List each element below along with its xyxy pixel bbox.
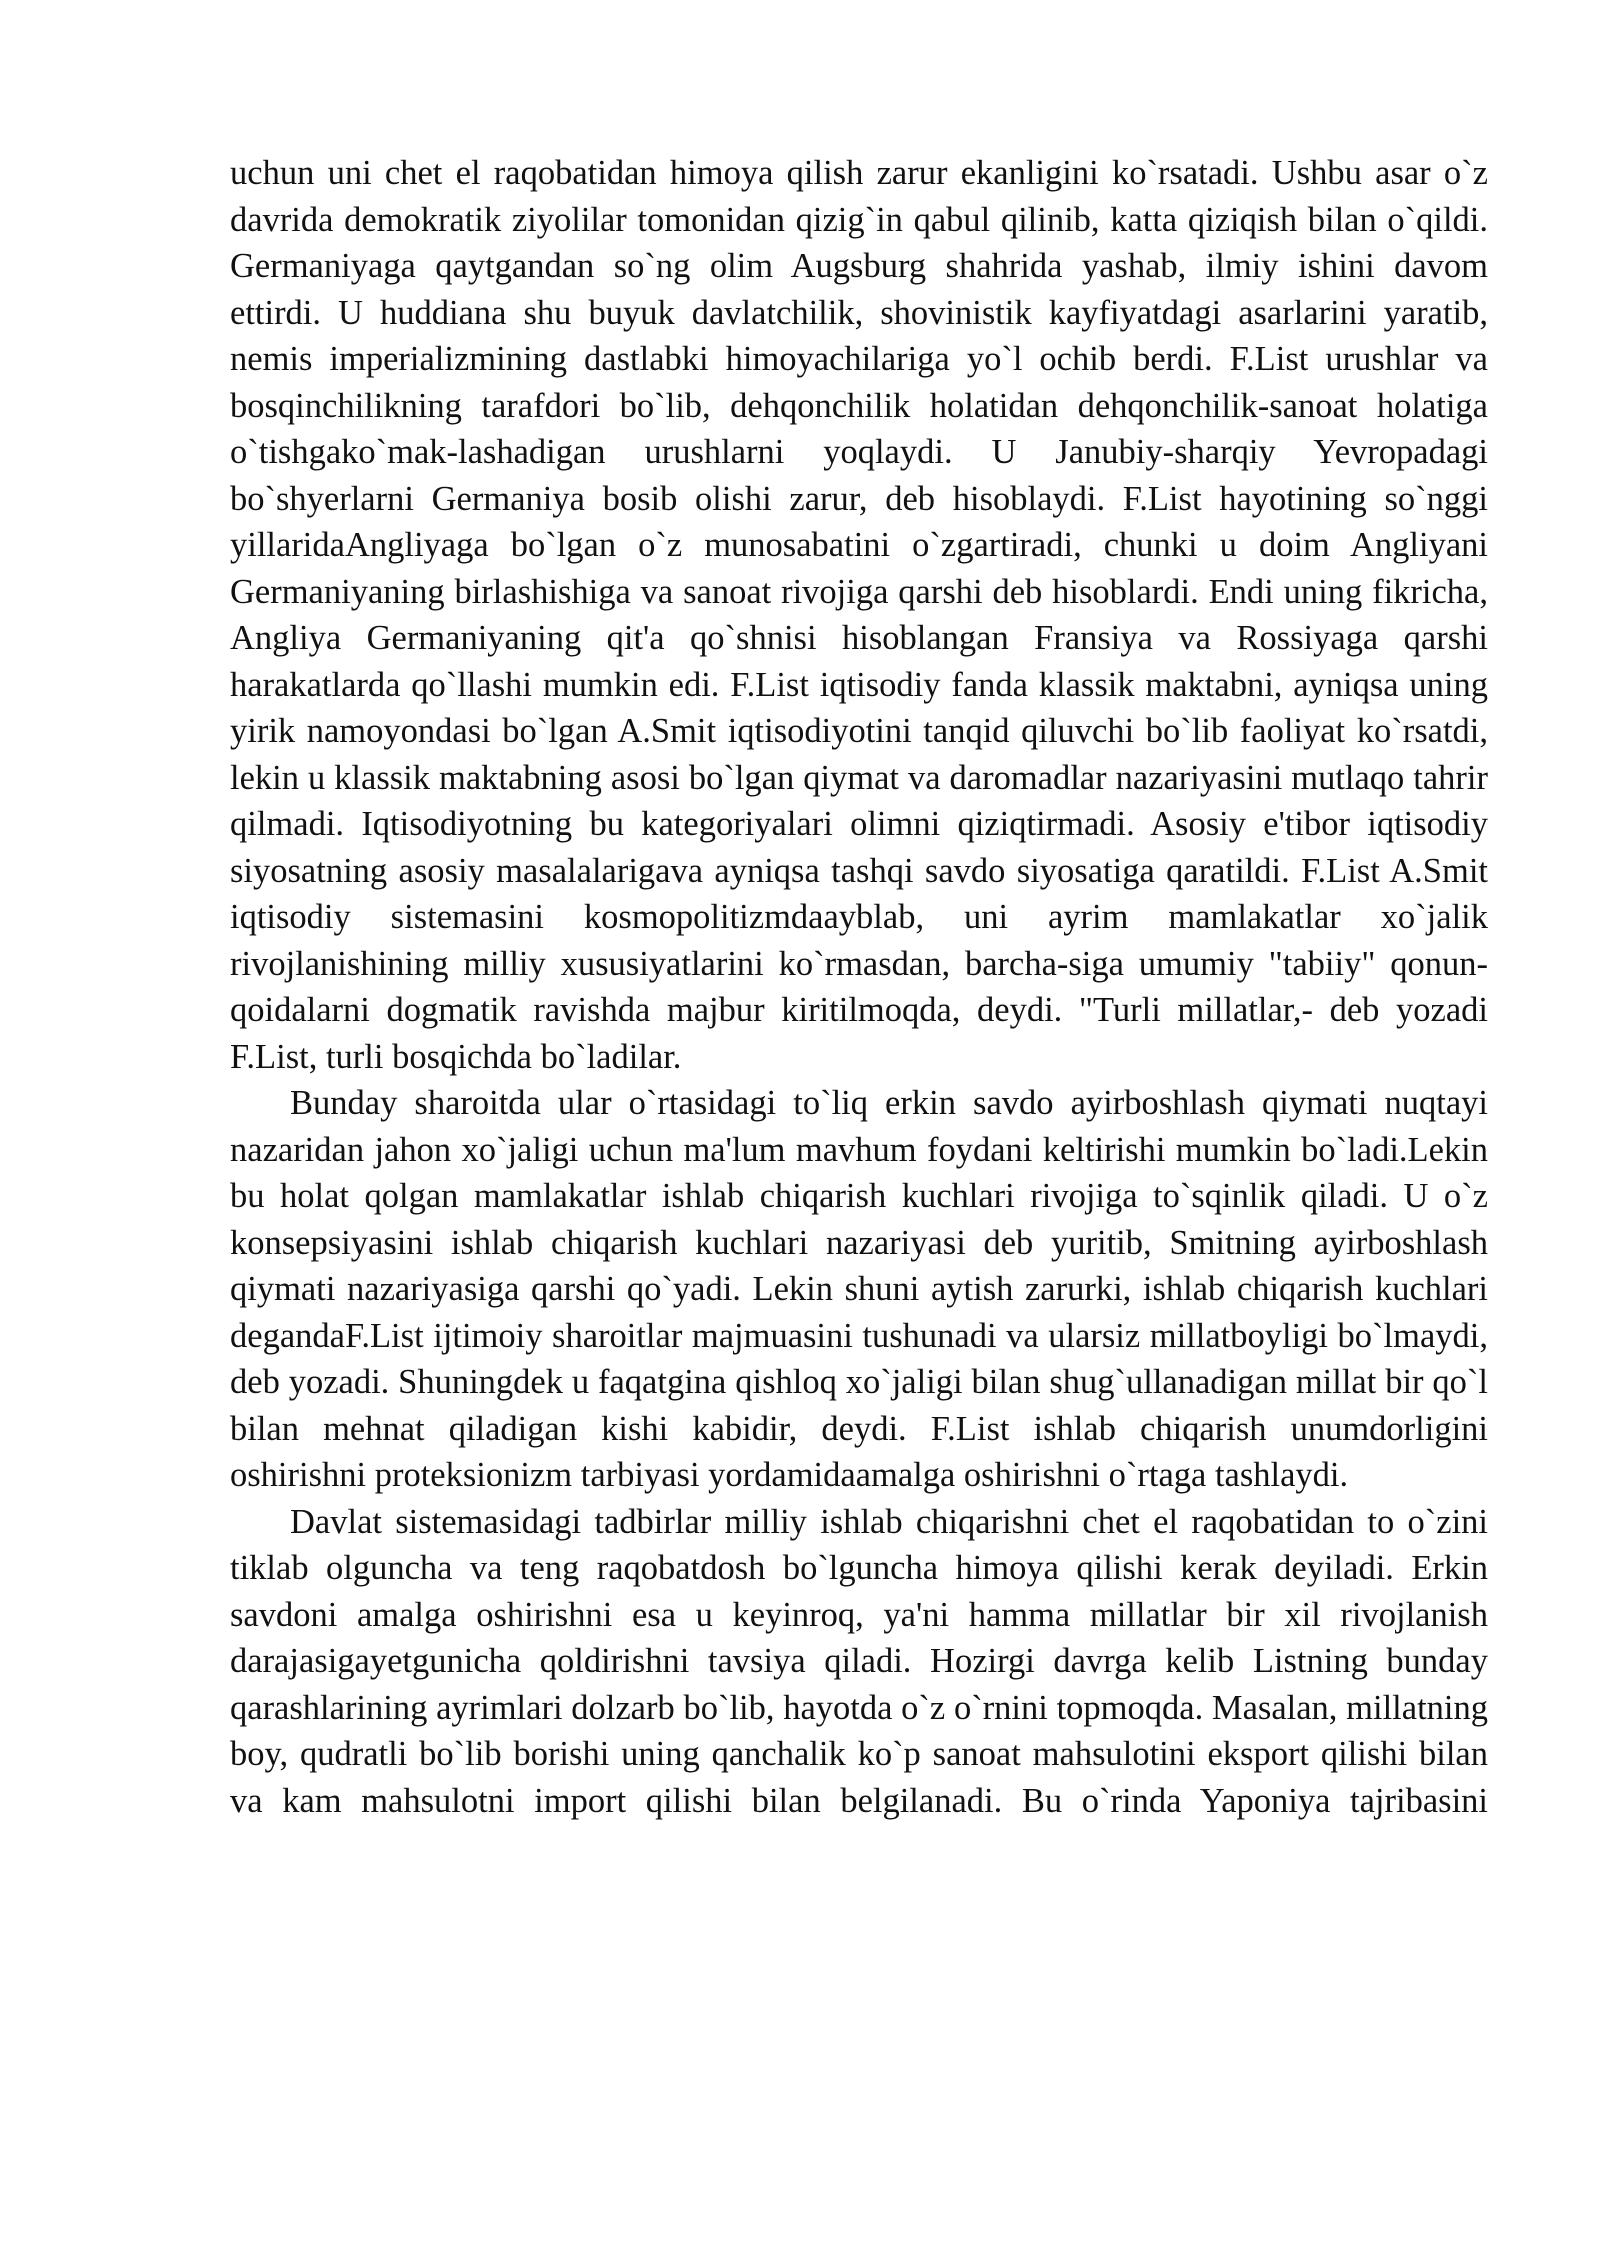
paragraph-2: Bunday sharoitda ular o`rtasidagi to`liq erkin savdo ayirboshlash qiymati nuqtayi nazaridan jahon xo`jaligi uchun ma'lum mavhum foydani keltirishi mumkin bo`ladi.Lekin bu holat qolgan mamlakatlar ishlab chiqarish kuchlari rivojiga to`sqinlik qiladi. U o`z konsepsiyasini ishlab chiqarish kuchlari nazariyasi deb yuritib, Smitning ayirboshlash qiymati nazariyasiga qarshi qo`yadi. Lekin shuni aytish zarurki, ishlab chiqarish kuchlari degandaF.List ijtimoiy sharoitlar majmuasini tushunadi va ularsiz millatboyligi bo`lmaydi, deb yozadi. Shuningdek u faqatgina qishloq xo`jaligi bilan shug`ullanadigan millat bir qo`l bilan mehnat qiladigan kishi kabidir, deydi. F.List ishlab chiqarish unumdorligini oshirishni proteksionizm tarbiyasi yordamidaamalga oshirishni o`rtaga tashlaydi. bbox=[230, 1084, 1488, 1494]
body-text bbox=[230, 150, 1488, 1824]
paragraph-3: Davlat sistemasidagi tadbirlar milliy ishlab chiqarishni chet el raqobatidan to o`zini tiklab olguncha va teng raqobatdosh bo`lguncha himoya qilishi kerak deyiladi. Erkin savdoni amalga oshirishni esa u keyinroq, ya'ni hamma millatlar bir xil rivojlanish darajasigayetgunicha qoldirishni tavsiya qiladi. Hozirgi davrga kelib Listning bunday qarashlarining ayrimlari dolzarb bo`lib, hayotda o`z o`rnini topmoqda. Masalan, millatning boy, qudratli bo`lib borishi uning qanchalik ko`p sanoat mahsulotini eksport qilishi bilan va kam mahsulotni import qilishi bilan belgilanadi. Bu o`rinda Yaponiya tajribasini bbox=[230, 1502, 1488, 1820]
paragraph-1: uchun uni chet el raqobatidan himoya qilish zarur ekanligini ko`rsatadi. Ushbu asar o`z davrida demokratik ziyolilar tomonidan qizig`in qabul qilinib, katta qiziqish bilan o`qildi. Germaniyaga qaytgandan so`ng olim Augsburg shahrida yashab, ilmiy ishini davom ettirdi. U huddiana shu buyuk davlatchilik, shovinistik kayfiyatdagi asarlarini yaratib, nemis imperializmining dastlabki himoyachilariga yo`l ochib berdi. F.List urushlar va bosqinchilikning tarafdori bo`lib, dehqonchilik holatidan dehqonchilik-sanoat holatiga o`tishgako`mak-lashadigan urushlarni yoqlaydi. U Janubiy-sharqiy Yevropadagi bo`shyerlarni Germaniya bosib olishi zarur, deb hisoblaydi. F.List hayotining so`nggi yillaridaAngliyaga bo`lgan o`z munosabatini o`zgartiradi, chunki u doim Angliyani Germaniyaning birlashishiga va sanoat rivojiga qarshi deb hisoblardi. Endi uning fikricha, Angliya Germaniyaning qit'a qo`shnisi hisoblangan Fransiya va Rossiyaga qarshi harakatlarda qo`llashi mumkin edi. F.List iqtisodiy fanda klassik maktabni, ayniqsa uning yirik namoyondasi bo`lgan A.Smit iqtisodiyotini tanqid qiluvchi bo`lib faoliyat ko`rsatdi, lekin u klassik maktabning asosi bo`lgan qiymat va daromadlar nazariyasini mutlaqo tahrir qilmadi. Iqtisodiyotning bu kategoriyalari olimni qiziqtirmadi. Asosiy e'tibor iqtisodiy siyosatning asosiy masalalarigava ayniqsa tashqi savdo siyosatiga qaratildi. F.List A.Smit iqtisodiy sistemasini kosmopolitizmdaayblab, uni ayrim mamlakatlar xo`jalik rivojlanishining milliy xususiyatlarini ko`rmasdan, barcha-siga umumiy "tabiiy" qonun-qoidalarni dogmatik ravishda majbur kiritilmoqda, deydi. "Turli millatlar,- deb yozadi F.List, turli bosqichda bo`ladilar. bbox=[230, 154, 1488, 1076]
